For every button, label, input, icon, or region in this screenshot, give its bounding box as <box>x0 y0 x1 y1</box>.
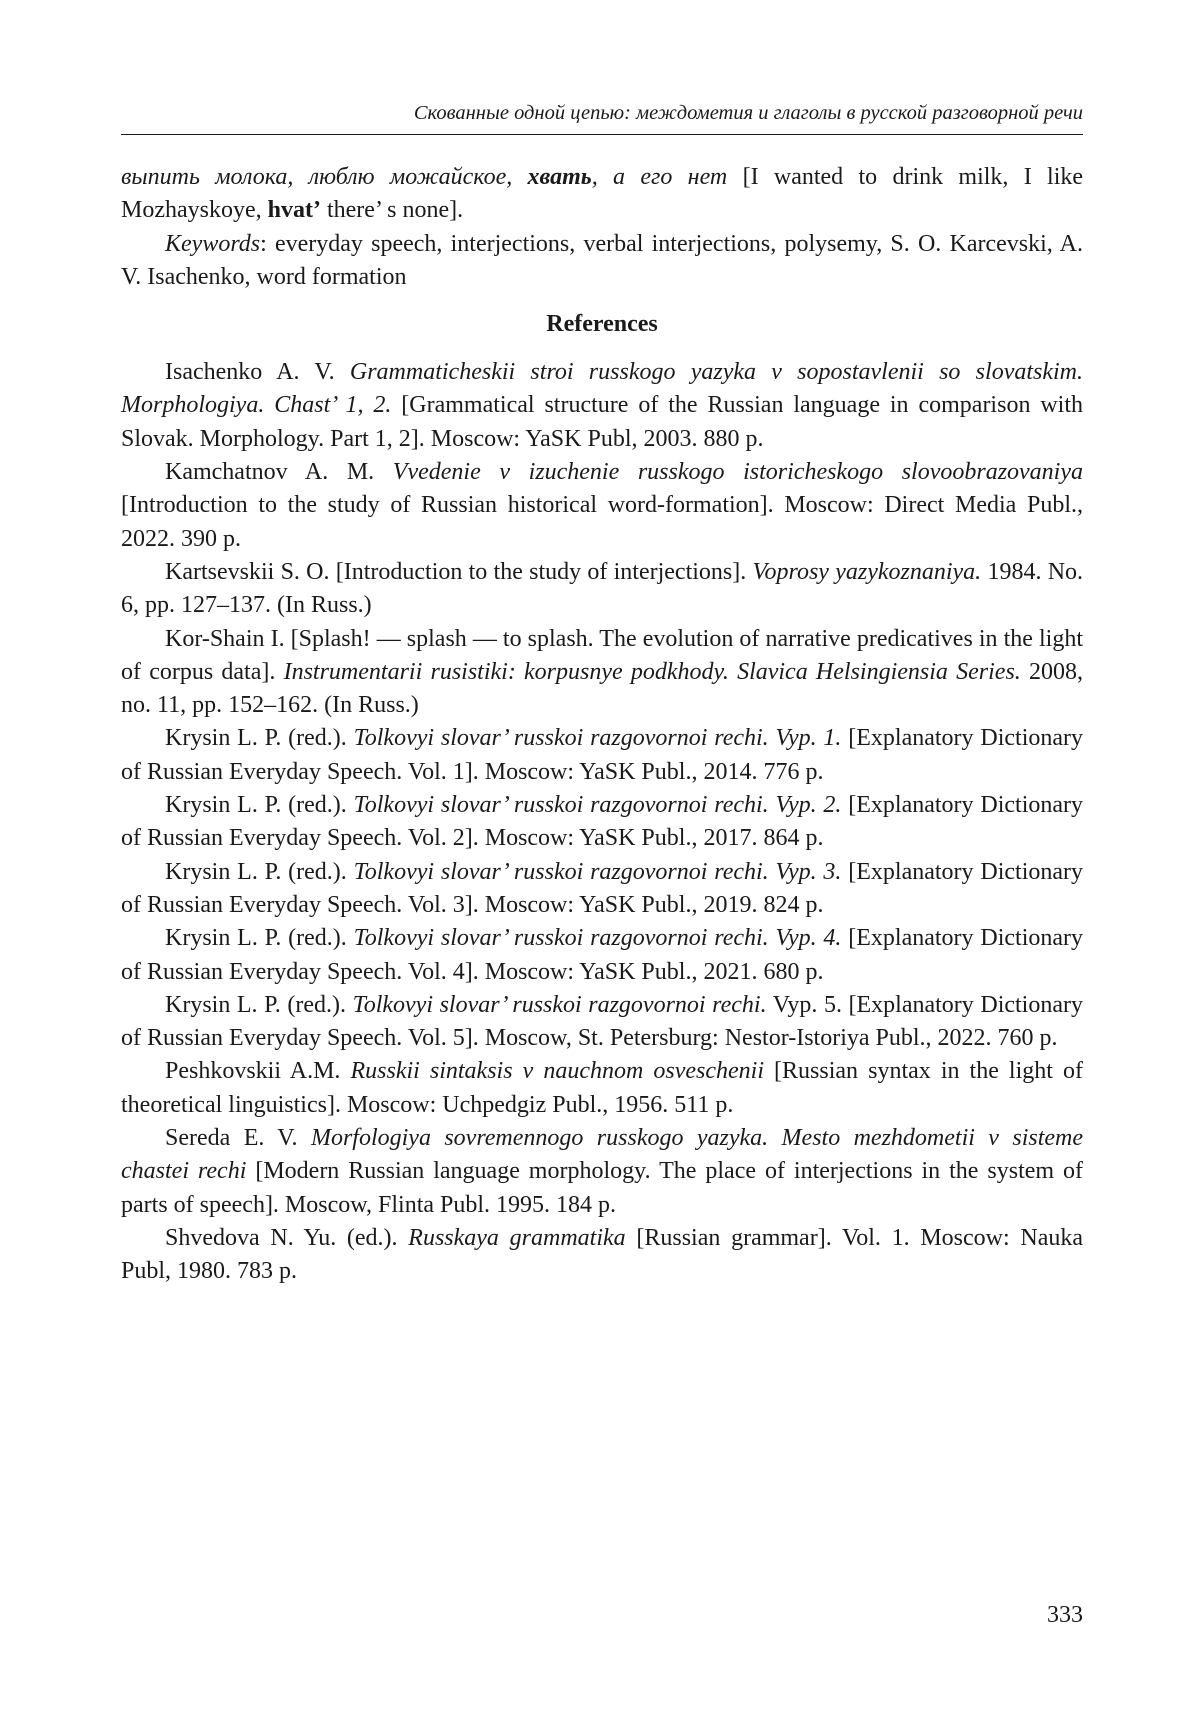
reference-title: Tolkovyi slovar’ russkoi razgovornoi rechi. Vyp. 2. <box>353 792 842 819</box>
page <box>121 0 1083 1710</box>
reference-item <box>121 856 1083 923</box>
reference-author: Kor-Shain I. [Splash! — splash — to splash. The evolution of narrative predicatives in the light of corpus data]. <box>121 625 1083 685</box>
reference-author: Shvedova N. Yu. (ed.). <box>165 1224 398 1251</box>
reference-title: Vvedenie v izuchenie russkogo istoricheskogo slovoobrazovaniya <box>392 459 1084 486</box>
references-heading: References <box>546 311 658 338</box>
reference-details: [Modern Russian language morphology. The place of interjections in the system of parts of speech]. Moscow, Flinta Publ. 1995. 184 p. <box>121 1158 1084 1218</box>
reference-list <box>121 356 1083 1288</box>
reference-author: Krysin L. P. (red.). <box>165 792 347 819</box>
reference-item <box>121 789 1083 856</box>
reference-author: Krysin L. P. (red.). <box>165 991 346 1018</box>
reference-item <box>121 456 1083 556</box>
reference-details: [Explanatory Dictionary of Russian Everyday Speech. Vol. 2]. Moscow: YaSK Publ., 2017. 864 p. <box>121 792 1084 852</box>
reference-author: Peshkovskii A.M. <box>165 1058 341 1085</box>
keywords-label: Keywords <box>165 230 261 257</box>
running-head: Скованные одной цепью: междометия и глаголы в русской разговорной речи <box>413 102 1083 124</box>
reference-details: [Explanatory Dictionary of Russian Everyday Speech. Vol. 4]. Moscow: YaSK Publ., 2021. 680 p. <box>121 925 1084 985</box>
reference-item <box>121 1122 1083 1222</box>
keywords-paragraph <box>121 228 1083 295</box>
example-italic-a: выпить молока, люблю можайское, <box>121 164 513 190</box>
reference-item <box>121 722 1083 789</box>
header-rule <box>121 134 1083 135</box>
reference-title: Grammaticheskii stroi russkogo yazyka v sopostavlenii so slovatskim. Morphologiya. Chast’ 1, 2. <box>121 359 1084 419</box>
reference-item <box>121 556 1083 623</box>
example-bold-word: хвать <box>527 164 592 190</box>
reference-details: [Russian grammar]. Vol. 1. Moscow: Nauka Publ, 1980. 783 p. <box>121 1224 1084 1285</box>
reference-title: Tolkovyi slovar’ russkoi razgovornoi rechi. <box>352 991 767 1018</box>
example-translation-bold: hvat’ <box>267 197 321 224</box>
main-content <box>121 161 1083 1289</box>
reference-author: Isachenko A. V. <box>165 359 335 386</box>
reference-item <box>121 1222 1083 1289</box>
reference-title: Tolkovyi slovar’ russkoi razgovornoi rechi. Vyp. 4. <box>353 925 842 952</box>
reference-item <box>121 356 1083 456</box>
reference-item <box>121 922 1083 989</box>
reference-details: [Introduction to the study of Russian historical word-formation]. Moscow: Direct Media Publ., 2022. 390 p. <box>121 492 1083 552</box>
reference-item <box>121 1055 1083 1122</box>
example-paragraph <box>121 161 1083 228</box>
reference-details: [Russian syntax in the light of theoretical linguistics]. Moscow: Uchpedgiz Publ., 1956. 511 p. <box>121 1058 1083 1118</box>
reference-details: Vyp. 5. [Explanatory Dictionary of Russian Everyday Speech. Vol. 5]. Moscow, St. Petersburg: Nestor-Istoriya Publ., 2022. 760 p. <box>121 991 1083 1052</box>
reference-author: Kamchatnov A. M. <box>165 459 375 486</box>
reference-item <box>121 623 1083 723</box>
keywords-text: : everyday speech, interjections, verbal interjections, polysemy, S. O. Karcevski, A. V. Isachenko, word formation <box>121 230 1083 290</box>
reference-author: Krysin L. P. (red.). <box>165 725 347 752</box>
reference-details: [Grammatical structure of the Russian language in comparison with Slovak. Morphology. Part 1, 2]. Moscow: YaSK Publ, 2003. 880 p. <box>121 392 1084 452</box>
reference-title: Morfologiya sovremennogo russkogo yazyka. Mesto mezhdometii v sisteme chastei rechi <box>121 1125 1084 1185</box>
reference-title: Voprosy yazykoznaniya. <box>752 558 982 585</box>
reference-author: Sereda E. V. <box>165 1125 298 1152</box>
reference-author: Krysin L. P. (red.). <box>165 925 347 952</box>
reference-author: Krysin L. P. (red.). <box>165 858 347 885</box>
reference-title: Tolkovyi slovar’ russkoi razgovornoi rechi. Vyp. 1. <box>353 725 842 752</box>
example-italic-b: , а его нет <box>591 164 728 190</box>
reference-item <box>121 989 1083 1056</box>
reference-title: Russkaya grammatika <box>408 1224 626 1251</box>
reference-title: Instrumentarii rusistiki: korpusnye podkhody. Slavica Helsingiensia Series. <box>283 658 1021 685</box>
reference-details: 1984. No. 6, pp. 127–137. (In Russ.) <box>121 558 1084 619</box>
reference-author: Kartsevskii S. O. [Introduction to the study of interjections]. <box>165 558 747 585</box>
page-number: 333 <box>1047 1602 1083 1628</box>
reference-details: 2008, no. 11, pp. 152–162. (In Russ.) <box>121 658 1083 719</box>
reference-title: Russkii sintaksis v nauchnom osveschenii <box>350 1058 764 1085</box>
reference-details: [Explanatory Dictionary of Russian Everyday Speech. Vol. 3]. Moscow: YaSK Publ., 2019. 824 p. <box>121 858 1084 918</box>
reference-title: Tolkovyi slovar’ russkoi razgovornoi rechi. Vyp. 3. <box>353 858 842 885</box>
reference-details: [Explanatory Dictionary of Russian Everyday Speech. Vol. 1]. Moscow: YaSK Publ., 2014. 776 p. <box>121 725 1084 785</box>
example-translation-a: [I wanted to drink milk, I like Mozhayskoye, <box>121 164 1084 224</box>
example-translation-b: there’ s none]. <box>326 197 464 224</box>
